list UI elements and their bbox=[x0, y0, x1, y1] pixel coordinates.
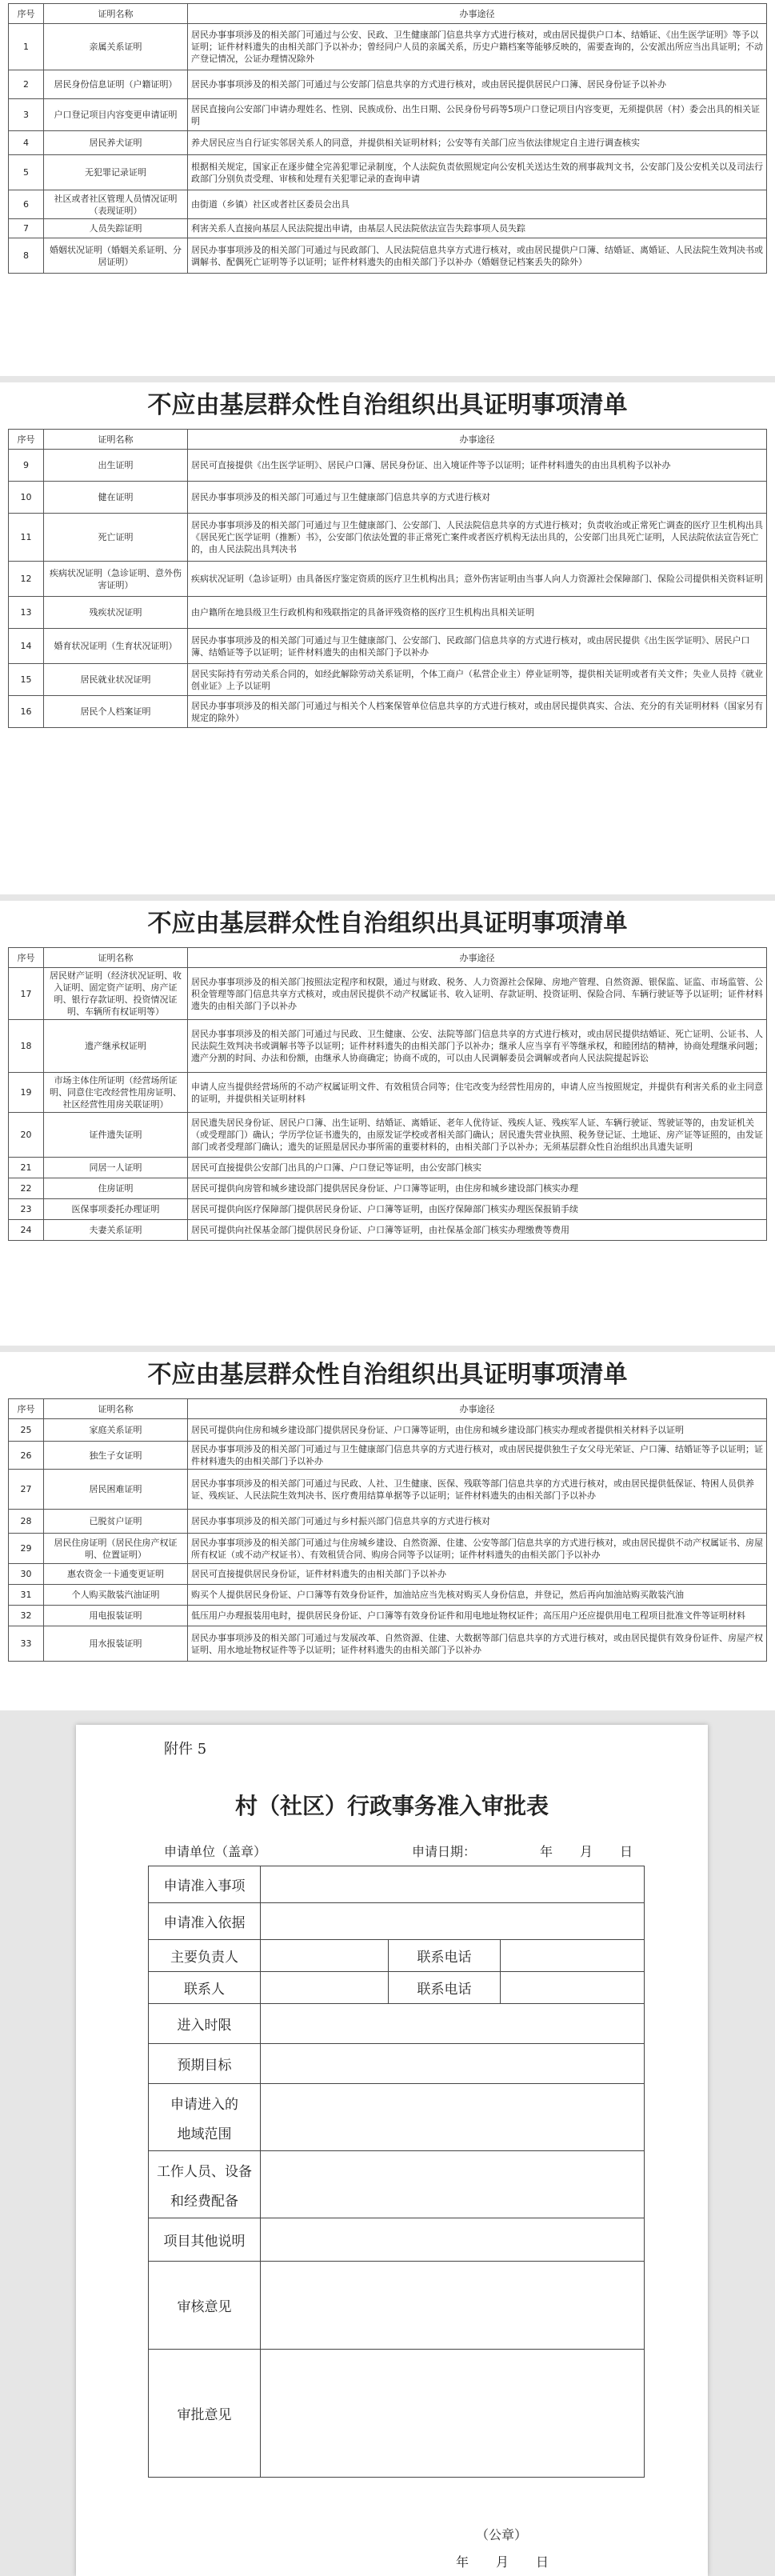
row-certificate-name: 夫妻关系证明 bbox=[44, 1220, 188, 1241]
field-label-area-line1: 申请进入的 bbox=[170, 2096, 238, 2113]
column-header-name: 证明名称 bbox=[44, 430, 188, 450]
attachment-label: 附件 5 bbox=[164, 1741, 207, 1758]
row-procedure: 居民直接向公安部门申请办理姓名、性别、民族成份、出生日期、公民身份号码等5项户口登记项目内容变更，无须提供居（村）委会出具的相关证明 bbox=[188, 99, 767, 131]
row-number: 22 bbox=[9, 1178, 44, 1199]
row-certificate-name: 居民住房证明（居民住房产权证明、位置证明） bbox=[44, 1534, 188, 1564]
field-label-staff bbox=[149, 2151, 261, 2218]
field-value-period[interactable] bbox=[261, 2004, 645, 2044]
table-row bbox=[9, 1419, 767, 1442]
field-value-goal[interactable] bbox=[261, 2044, 645, 2084]
section-title: 不应由基层群众性自治组织出具证明事项清单 bbox=[147, 1361, 628, 1389]
field-value-approve[interactable] bbox=[261, 2350, 645, 2478]
row-procedure: 居民办事事项涉及的相关部门可通过与住房城乡建设、自然资源、住建、公安等部门信息共享的方式进行核对，或由居民提供不动产权属证书、房屋所有权证（或不动产权证书）、有效租赁合同、购房合同等予以证明；证件材料遗失的由相关部门予以补办 bbox=[188, 1534, 767, 1564]
field-label-approve: 审批意见 bbox=[149, 2350, 261, 2478]
table-row bbox=[9, 1158, 767, 1178]
table-row bbox=[9, 1606, 767, 1626]
row-procedure: 养犬居民应当自行证实邻居关系人的同意，并提供相关证明材料；公安等有关部门应当依法律规定自主进行调查核实 bbox=[188, 131, 767, 155]
list-section-1 bbox=[0, 0, 775, 376]
table-row bbox=[9, 1470, 767, 1510]
field-label-staff-line1: 工作人员、设备 bbox=[157, 2163, 252, 2180]
page-gap bbox=[0, 894, 775, 901]
field-label-phone2: 联系电话 bbox=[389, 1972, 501, 2004]
row-certificate-name: 居民财产证明（经济状况证明、收入证明、固定资产证明、房产证明、银行存款证明、投资情况证明、车辆所有权证明等） bbox=[44, 968, 188, 1020]
sign-year-label: 年 bbox=[456, 2554, 469, 2570]
list-section-3 bbox=[0, 901, 775, 1346]
row-number: 20 bbox=[9, 1113, 44, 1158]
field-label-review: 审核意见 bbox=[149, 2262, 261, 2350]
row-procedure: 低压用户办理报装用电时，提供居民身份证、户口簿等有效身份证件和用电地址物权证件；高压用户还应提供用电工程项目批准文件等证明材料 bbox=[188, 1606, 767, 1626]
page-gap bbox=[0, 376, 775, 382]
row-procedure: 居民可提供向房管和城乡建设部门提供居民身份证、户口簿等证明，由住房和城乡建设部门核实办理 bbox=[188, 1178, 767, 1199]
row-procedure: 居民办事事项涉及的相关部门可通过与公安部门信息共享的方式进行核对，或由居民提供居民户口簿、居民身份证予以补办 bbox=[188, 70, 767, 99]
row-certificate-name: 人员失踪证明 bbox=[44, 219, 188, 238]
table-row bbox=[9, 629, 767, 664]
list-table-1 bbox=[8, 3, 767, 274]
field-value-phone2[interactable] bbox=[501, 1972, 645, 2004]
table-row bbox=[9, 155, 767, 190]
row-number: 25 bbox=[9, 1419, 44, 1442]
row-certificate-name: 残疾状况证明 bbox=[44, 597, 188, 629]
row-certificate-name: 婚育状况证明（生育状况证明） bbox=[44, 629, 188, 664]
row-certificate-name: 用水报装证明 bbox=[44, 1626, 188, 1662]
table-row bbox=[9, 99, 767, 131]
row-certificate-name: 遗产继承权证明 bbox=[44, 1020, 188, 1073]
field-label-area-line2: 地域范围 bbox=[177, 2126, 232, 2142]
row-number: 9 bbox=[9, 450, 44, 482]
table-row bbox=[9, 696, 767, 728]
table-row bbox=[9, 514, 767, 562]
column-header-no: 序号 bbox=[9, 430, 44, 450]
section-title: 不应由基层群众性自治组织出具证明事项清单 bbox=[147, 910, 628, 938]
row-procedure: 居民办事事项涉及的相关部门可通过与乡村振兴部门信息共享的方式进行核对 bbox=[188, 1510, 767, 1534]
table-row bbox=[9, 219, 767, 238]
field-label-item: 申请准入事项 bbox=[149, 1866, 261, 1903]
row-number: 19 bbox=[9, 1073, 44, 1113]
row-procedure: 由街道（乡镇）社区或者社区委员会出具 bbox=[188, 190, 767, 219]
column-header-name: 证明名称 bbox=[44, 948, 188, 968]
table-row bbox=[9, 1220, 767, 1241]
row-certificate-name: 同居一人证明 bbox=[44, 1158, 188, 1178]
row-procedure: 居民办事事项涉及的相关部门可通过与卫生健康部门信息共享的方式进行核对 bbox=[188, 482, 767, 514]
row-procedure: 由户籍所在地县级卫生行政机构和残联指定的具备评残资格的医疗卫生机构出具相关证明 bbox=[188, 597, 767, 629]
row-number: 26 bbox=[9, 1442, 44, 1470]
row-certificate-name: 已脱贫户证明 bbox=[44, 1510, 188, 1534]
field-value-basis[interactable] bbox=[261, 1903, 645, 1940]
row-certificate-name: 居民个人档案证明 bbox=[44, 696, 188, 728]
row-number: 12 bbox=[9, 562, 44, 597]
row-number: 7 bbox=[9, 219, 44, 238]
day-label: 日 bbox=[620, 1844, 633, 1859]
list-section-2 bbox=[0, 382, 775, 894]
field-label-contact: 联系人 bbox=[149, 1972, 261, 2004]
row-procedure: 居民实际持有劳动关系合同的，如经此解除劳动关系证明，个体工商户（私营企业主）停业证明等，提供相关证明或者有关文件；失业人员持《就业创业证》上予以证明 bbox=[188, 664, 767, 696]
sign-day-label: 日 bbox=[536, 2554, 549, 2570]
page-gap bbox=[0, 1346, 775, 1352]
row-procedure: 居民可提供向住房和城乡建设部门提供居民身份证、户口簿等证明，由住房和城乡建设部门核实办理或者提供相关材料予以证明 bbox=[188, 1419, 767, 1442]
approval-form-table bbox=[148, 1866, 645, 2478]
table-row bbox=[9, 1534, 767, 1564]
row-number: 6 bbox=[9, 190, 44, 219]
field-label-other: 项目其他说明 bbox=[149, 2218, 261, 2262]
year-label: 年 bbox=[540, 1844, 553, 1859]
month-label: 月 bbox=[580, 1844, 593, 1859]
row-number: 30 bbox=[9, 1564, 44, 1585]
table-row bbox=[9, 1020, 767, 1073]
row-procedure: 居民办事事项涉及的相关部门可通过与民政、人社、卫生健康、医保、残联等部门信息共享的方式进行核对，或由居民提供低保证、特困人员供养证、残疾证、人民法院生效判决书、医疗费用结算单据等予以证明；证件材料遗失的由相关部门予以补办 bbox=[188, 1470, 767, 1510]
row-number: 11 bbox=[9, 514, 44, 562]
sign-month-label: 月 bbox=[496, 2554, 509, 2570]
row-procedure: 利害关系人直接向基层人民法院提出申请，由基层人民法院依法宣告失踪事项人员失踪 bbox=[188, 219, 767, 238]
table-row bbox=[9, 968, 767, 1020]
row-certificate-name: 居民就业状况证明 bbox=[44, 664, 188, 696]
row-number: 18 bbox=[9, 1020, 44, 1073]
row-procedure: 居民办事事项涉及的相关部门可通过与相关个人档案保管单位信息共享的方式进行核对，或由居民提供真实、合法、充分的有关证明材料（国家另有规定的除外） bbox=[188, 696, 767, 728]
row-number: 10 bbox=[9, 482, 44, 514]
column-header-no: 序号 bbox=[9, 1399, 44, 1419]
row-number: 4 bbox=[9, 131, 44, 155]
field-label-area bbox=[149, 2084, 261, 2151]
row-number: 29 bbox=[9, 1534, 44, 1564]
table-row bbox=[9, 190, 767, 219]
field-value-leader[interactable] bbox=[261, 1940, 389, 1972]
row-number: 27 bbox=[9, 1470, 44, 1510]
table-row bbox=[9, 1585, 767, 1606]
row-procedure: 居民办事事项涉及的相关部门可通过与民政、卫生健康、公安、法院等部门信息共享的方式进行核对，或由居民提供结婚证、死亡证明、公证书、人民法院生效判决书或调解书等予以证明；证件材料遗失的由相关部门予以补办；继承人应当享有平等继承权，和睦团结的精神，协商处理继承问题；遗产分割的时间、办法和份额，由继承人协商确定；协商不成的，可以由人民调解委员会调解或者向人民法院提起诉讼 bbox=[188, 1020, 767, 1073]
row-certificate-name: 居民困难证明 bbox=[44, 1470, 188, 1510]
row-number: 5 bbox=[9, 155, 44, 190]
field-value-area[interactable] bbox=[261, 2084, 645, 2151]
table-row bbox=[9, 482, 767, 514]
row-certificate-name: 家庭关系证明 bbox=[44, 1419, 188, 1442]
row-certificate-name: 婚姻状况证明（婚姻关系证明、分居证明） bbox=[44, 238, 188, 274]
row-procedure: 居民可提供向社保基金部门提供居民身份证、户口簿等证明，由社保基金部门核实办理缴费等费用 bbox=[188, 1220, 767, 1241]
table-row bbox=[9, 1073, 767, 1113]
row-number: 23 bbox=[9, 1199, 44, 1220]
list-table-2 bbox=[8, 429, 767, 728]
column-header-way: 办事途径 bbox=[188, 948, 767, 968]
row-procedure: 居民办事事项涉及的相关部门可通过与卫生健康部门信息共享的方式进行核对，或由居民提供独生子女父母光荣证、户口簿、结婚证等予以证明；证件材料遗失的由相关部门予以补办 bbox=[188, 1442, 767, 1470]
row-procedure: 申请人应当提供经营场所的不动产权属证明文件、有效租赁合同等；住宅改变为经营性用房的，申请人应当按照规定，并提供有利害关系的业主同意的证明，并提供相关证明材料 bbox=[188, 1073, 767, 1113]
row-certificate-name: 居民养犬证明 bbox=[44, 131, 188, 155]
row-procedure: 居民遗失居民身份证、居民户口簿、出生证明、结婚证、离婚证、老年人优待证、残疾人证、残疾军人证、车辆行驶证、驾驶证等的，由发证机关（或受理部门）确认；学历学位证书遗失的，由原发证学校或者相关部门确认；居民遗失营业执照、税务登记证、土地证、房产证等证照的，由发证部门或者受理部门确认；遗失的证照是居民办事所需的重要材料的，由相关部门予以补办；无须基层群众性自治组织出具遗失证明 bbox=[188, 1113, 767, 1158]
row-certificate-name: 住房证明 bbox=[44, 1178, 188, 1199]
row-procedure: 居民办事事项涉及的相关部门可通过与民政部门、人民法院信息共享方式进行核对，或由居民提供户口簿、结婚证、离婚证、人民法院生效判决书或调解书、配偶死亡证明等予以证明；证件材料遗失的由相关部门予以补办（婚姻登记档案丢失的除外） bbox=[188, 238, 767, 274]
row-certificate-name: 出生证明 bbox=[44, 450, 188, 482]
table-row bbox=[9, 562, 767, 597]
table-row bbox=[9, 1178, 767, 1199]
field-value-contact[interactable] bbox=[261, 1972, 389, 2004]
row-certificate-name: 居民身份信息证明（户籍证明） bbox=[44, 70, 188, 99]
row-certificate-name: 独生子女证明 bbox=[44, 1442, 188, 1470]
seal-label: （公章） bbox=[476, 2527, 528, 2542]
field-label-period: 进入时限 bbox=[149, 2004, 261, 2044]
table-row bbox=[9, 664, 767, 696]
row-number: 28 bbox=[9, 1510, 44, 1534]
field-value-staff[interactable] bbox=[261, 2151, 645, 2218]
row-number: 14 bbox=[9, 629, 44, 664]
row-number: 15 bbox=[9, 664, 44, 696]
table-row bbox=[9, 70, 767, 99]
field-label-basis: 申请准入依据 bbox=[149, 1903, 261, 1940]
table-row bbox=[9, 1510, 767, 1534]
table-row bbox=[9, 238, 767, 274]
table-row bbox=[9, 131, 767, 155]
row-procedure: 居民可直接提供《出生医学证明》、居民户口簿、居民身份证、出入境证件等予以证明；证件材料遗失的由出具机构予以补办 bbox=[188, 450, 767, 482]
row-number: 13 bbox=[9, 597, 44, 629]
row-certificate-name: 证件遗失证明 bbox=[44, 1113, 188, 1158]
row-certificate-name: 惠农资金一卡通变更证明 bbox=[44, 1564, 188, 1585]
row-number: 31 bbox=[9, 1585, 44, 1606]
row-number: 16 bbox=[9, 696, 44, 728]
row-number: 8 bbox=[9, 238, 44, 274]
row-number: 17 bbox=[9, 968, 44, 1020]
row-number: 2 bbox=[9, 70, 44, 99]
field-label-goal: 预期目标 bbox=[149, 2044, 261, 2084]
row-procedure: 居民办事事项涉及的相关部门可通过与发展改革、自然资源、住建、大数据等部门信息共享的方式进行核对，或由居民提供有效身份证件、房屋产权证明、用水地址物权证件等予以证明；证件材料遗失的由相关部门予以补办 bbox=[188, 1626, 767, 1662]
list-section-4 bbox=[0, 1352, 775, 1710]
list-table-4 bbox=[8, 1398, 767, 1662]
table-row bbox=[9, 1564, 767, 1585]
form-title: 村（社区）行政事务准入审批表 bbox=[234, 1793, 549, 1819]
column-header-way: 办事途径 bbox=[188, 1399, 767, 1419]
row-certificate-name: 市场主体住所证明（经营场所证明、同意住宅改经营性用房证明、社区经营性用房关联证明） bbox=[44, 1073, 188, 1113]
table-row bbox=[9, 1113, 767, 1158]
field-value-item[interactable] bbox=[261, 1866, 645, 1903]
row-number: 3 bbox=[9, 99, 44, 131]
row-certificate-name: 无犯罪记录证明 bbox=[44, 155, 188, 190]
column-header-way: 办事途径 bbox=[188, 4, 767, 24]
column-header-name: 证明名称 bbox=[44, 4, 188, 24]
row-procedure: 居民办事事项涉及的相关部门可通过与公安、民政、卫生健康部门信息共享方式进行核对，或由居民提供户口本、结婚证、《出生医学证明》等予以证明；证件材料遗失的由相关部门予以补办；曾经同户人员的亲属关系，历史户籍档案等能够反映的，需要查询的，公安派出所应当出具证明；不动产登记情况，公证办理情况除外 bbox=[188, 24, 767, 70]
row-certificate-name: 健在证明 bbox=[44, 482, 188, 514]
row-procedure: 购买个人提供居民身份证、户口簿等有效身份证件，加油站应当先核对购买人身份信息，并登记，然后再向加油站购买散装汽油 bbox=[188, 1585, 767, 1606]
row-certificate-name: 用电报装证明 bbox=[44, 1606, 188, 1626]
column-header-name: 证明名称 bbox=[44, 1399, 188, 1419]
column-header-no: 序号 bbox=[9, 948, 44, 968]
row-procedure: 居民办事事项涉及的相关部门可通过与卫生健康部门、公安部门、人民法院信息共享的方式进行核对；负责收治或正常死亡调查的医疗卫生机构出具《居民死亡医学证明（推断）书》，公安部门依法处置的非正常死亡案件或者医疗机构无法出具的，公安部门出具死亡证明，人民法院依法宣告死亡的，由人民法院出具判决书 bbox=[188, 514, 767, 562]
table-row bbox=[9, 24, 767, 70]
applicant-unit-label: 申请单位（盖章） bbox=[164, 1844, 267, 1859]
row-procedure: 居民办事事项涉及的相关部门可通过与卫生健康部门、公安部门、民政部门信息共享的方式进行核对，或由居民提供《出生医学证明》、居民户口簿、结婚证等予以证明；证件材料遗失的由相关部门予以补办 bbox=[188, 629, 767, 664]
row-number: 1 bbox=[9, 24, 44, 70]
row-number: 21 bbox=[9, 1158, 44, 1178]
table-row bbox=[9, 1442, 767, 1470]
row-certificate-name: 死亡证明 bbox=[44, 514, 188, 562]
row-certificate-name: 社区或者社区管理人员情况证明（表现证明） bbox=[44, 190, 188, 219]
field-label-phone1: 联系电话 bbox=[389, 1940, 501, 1972]
row-number: 33 bbox=[9, 1626, 44, 1662]
row-procedure: 居民可直接提供公安部门出具的户口簿、户口登记等证明，由公安部门核实 bbox=[188, 1158, 767, 1178]
field-value-phone1[interactable] bbox=[501, 1940, 645, 1972]
column-header-no: 序号 bbox=[9, 4, 44, 24]
row-number: 24 bbox=[9, 1220, 44, 1241]
field-label-staff-line2: 和经费配备 bbox=[170, 2193, 238, 2210]
section-title: 不应由基层群众性自治组织出具证明事项清单 bbox=[147, 391, 628, 419]
approval-form-page bbox=[76, 1725, 708, 2576]
apply-date-label: 申请日期： bbox=[412, 1844, 477, 1859]
field-value-review[interactable] bbox=[261, 2262, 645, 2350]
column-header-way: 办事途径 bbox=[188, 430, 767, 450]
table-row bbox=[9, 1626, 767, 1662]
row-certificate-name: 疾病状况证明（急诊证明、意外伤害证明） bbox=[44, 562, 188, 597]
row-procedure: 居民办事事项涉及的相关部门按照法定程序和权限，通过与财政、税务、人力资源社会保障、房地产管理、自然资源、银保监、证监、市场监管、公积金管理等部门信息共享方式核对，或由居民提供不动产权属证书、收入证明、存款证明、投资证明、保险合同、车辆行驶证等予以证明；证件材料遗失的由相关部门予以补办 bbox=[188, 968, 767, 1020]
row-procedure: 疾病状况证明（急诊证明）由具备医疗鉴定资质的医疗卫生机构出具；意外伤害证明由当事人向人力资源社会保障部门、保险公司提供相关资料证明 bbox=[188, 562, 767, 597]
row-procedure: 居民可提供向医疗保障部门提供居民身份证、户口簿等证明，由医疗保障部门核实办理医保报销手续 bbox=[188, 1199, 767, 1220]
table-row bbox=[9, 450, 767, 482]
row-number: 32 bbox=[9, 1606, 44, 1626]
row-procedure: 居民可直接提供居民身份证，证件材料遗失的由相关部门予以补办 bbox=[188, 1564, 767, 1585]
list-table-3 bbox=[8, 947, 767, 1241]
table-row bbox=[9, 1199, 767, 1220]
field-value-other[interactable] bbox=[261, 2218, 645, 2262]
row-certificate-name: 医保事项委托办理证明 bbox=[44, 1199, 188, 1220]
table-row bbox=[9, 597, 767, 629]
row-certificate-name: 亲属关系证明 bbox=[44, 24, 188, 70]
row-certificate-name: 户口登记项目内容变更申请证明 bbox=[44, 99, 188, 131]
field-label-leader: 主要负责人 bbox=[149, 1940, 261, 1972]
row-certificate-name: 个人购买散装汽油证明 bbox=[44, 1585, 188, 1606]
row-procedure: 根据相关规定，国家正在逐步健全完善犯罪记录制度，个人法院负责依照规定向公安机关送达生效的刑事裁判文书，公安部门及公安机关以及司法行政部门分别负责受理、审核和处理有关犯罪记录的查询申请 bbox=[188, 155, 767, 190]
